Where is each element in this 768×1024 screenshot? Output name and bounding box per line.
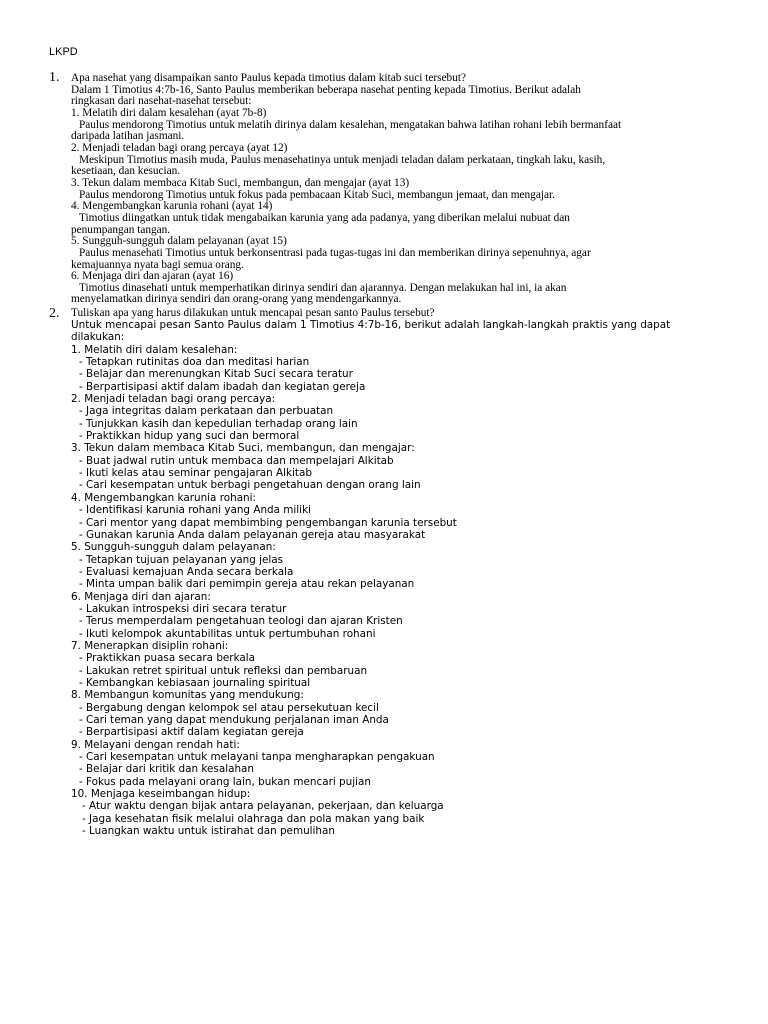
text-line: - Praktikkan puasa secara berkala bbox=[79, 652, 256, 665]
question-number: 1. bbox=[49, 70, 60, 85]
text-line: Apa nasehat yang disampaikan santo Paulus kepada timotius dalam kitab suci tersebut? bbox=[71, 72, 466, 84]
text-line: - Luangkan waktu untuk istirahat dan pemulihan bbox=[82, 825, 335, 838]
text-line: - Bergabung dengan kelompok sel atau persekutuan kecil bbox=[79, 701, 379, 714]
text-line: Timotius dinasehati untuk memperhatikan dirinya sendiri dan ajarannya. Dengan melakukan hal ini, ia akan bbox=[79, 281, 567, 294]
text-line: 6. Menjaga diri dan ajaran (ayat 16) bbox=[71, 270, 234, 283]
text-line: - Berpartisipasi aktif dalam ibadah dan kegiatan gereja bbox=[79, 380, 366, 393]
text-line: 9. Melayani dengan rendah hati: bbox=[71, 738, 240, 751]
text-line: - Cari mentor yang dapat membimbing pengembangan karunia tersebut bbox=[79, 516, 457, 529]
text-line: kemajuannya nyata bagi semua orang. bbox=[71, 258, 244, 271]
text-line: Timotius diingatkan untuk tidak mengabaikan karunia yang ada padanya, yang diberikan melalui nubuat dan bbox=[79, 211, 570, 224]
text-line: - Ikuti kelompok akuntabilitas untuk pertumbuhan rohani bbox=[79, 627, 376, 640]
text-line: - Cari kesempatan untuk berbagi pengetahuan dengan orang lain bbox=[79, 479, 421, 492]
question-1-block bbox=[71, 73, 721, 306]
text-line: Paulus mendorong Timotius untuk fokus pada pembacaan Kitab Suci, membangun jemaat, dan mengajar. bbox=[79, 188, 555, 201]
text-line: - Minta umpan balik dari pemimpin gereja atau rekan pelayanan bbox=[79, 578, 415, 591]
text-line: 3. Tekun dalam membaca Kitab Suci, membangun, dan mengajar (ayat 13) bbox=[71, 176, 410, 189]
text-line: 7. Menerapkan disiplin rohani: bbox=[71, 639, 229, 652]
text-line: penumpangan tangan. bbox=[71, 223, 171, 236]
text-line: Paulus menasehati Timotius untuk berkonsentrasi pada tugas-tugas ini dan memberikan dirinya sepenuhnya, agar bbox=[79, 246, 591, 259]
text-line: 4. Mengembangkan karunia rohani: bbox=[71, 491, 257, 504]
text-line: - Belajar dan merenungkan Kitab Suci secara teratur bbox=[79, 368, 353, 381]
text-line: 1. Melatih diri dalam kesalehan: bbox=[71, 343, 238, 356]
text-line: - Berpartisipasi aktif dalam kegiatan gereja bbox=[79, 726, 304, 739]
text-line: - Belajar dari kritik dan kesalahan bbox=[79, 763, 255, 776]
text-line: 3. Tekun dalam membaca Kitab Suci, membangun, dan mengajar: bbox=[71, 442, 415, 455]
text-line: Meskipun Timotius masih muda, Paulus menasehatinya untuk menjadi teladan dalam perkataan, tingkah laku, kasih, bbox=[79, 153, 606, 166]
text-line: - Lakukan retret spiritual untuk refleksi dan pembaruan bbox=[79, 664, 368, 677]
text-line: menyelamatkan dirinya sendiri dan orang-orang yang mendengarkannya. bbox=[71, 293, 402, 306]
text-line: 6. Menjaga diri dan ajaran: bbox=[71, 590, 211, 603]
text-line: - Ikuti kelas atau seminar pengajaran Alkitab bbox=[79, 467, 312, 480]
text-line: - Jaga kesehatan fisik melalui olahraga dan pola makan yang baik bbox=[82, 812, 425, 825]
text-line: - Fokus pada melayani orang lain, bukan mencari pujian bbox=[79, 775, 371, 788]
text-line: - Gunakan karunia Anda dalam pelayanan gereja atau masyarakat bbox=[79, 528, 426, 541]
text-line: - Evaluasi kemajuan Anda secara berkala bbox=[79, 565, 294, 578]
text-line: - Tetapkan rutinitas doa dan meditasi harian bbox=[79, 356, 310, 369]
text-line: - Cari kesempatan untuk melayani tanpa mengharapkan pengakuan bbox=[79, 751, 435, 764]
text-line: Dalam 1 Timotius 4:7b-16, Santo Paulus memberikan beberapa nasehat penting kepada Timotius. Berikut adalah bbox=[71, 83, 581, 96]
text-line: 2. Menjadi teladan bagi orang percaya (ayat 12) bbox=[71, 141, 288, 154]
text-line: Paulus mendorong Timotius untuk melatih dirinya dalam kesalehan, mengatakan bahwa latihan rohani lebih bermanfaat bbox=[79, 118, 622, 131]
text-line: - Atur waktu dengan bijak antara pelayanan, pekerjaan, dan keluarga bbox=[82, 800, 444, 813]
text-line: 4. Mengembangkan karunia rohani (ayat 14) bbox=[71, 200, 273, 213]
text-line: - Jaga integritas dalam perkataan dan perbuatan bbox=[79, 405, 334, 418]
question-text: Tuliskan apa yang harus dilakukan untuk mencapai pesan santo Paulus tersebut? bbox=[71, 307, 435, 319]
text-line: 5. Sungguh-sungguh dalam pelayanan: bbox=[71, 541, 276, 554]
text-line: 10. Menjaga keseimbangan hidup: bbox=[71, 788, 251, 801]
text-line: dilakukan: bbox=[71, 331, 125, 344]
text-line: 8. Membangun komunitas yang mendukung: bbox=[71, 689, 304, 702]
question-number: 2. bbox=[49, 306, 60, 321]
text-line: - Buat jadwal rutin untuk membaca dan mempelajari Alkitab bbox=[79, 454, 394, 467]
text-line: daripada latihan jasmani. bbox=[71, 130, 185, 143]
text-line: 2. Menjadi teladan bagi orang percaya: bbox=[71, 393, 276, 406]
text-line: - Lakukan introspeksi diri secara teratur bbox=[79, 602, 287, 615]
text-line: 1. Melatih diri dalam kesalehan (ayat 7b-8) bbox=[71, 106, 267, 119]
text-line: - Terus memperdalam pengetahuan teologi dan ajaran Kristen bbox=[79, 615, 403, 628]
text-line: 5. Sungguh-sungguh dalam pelayanan (ayat 15) bbox=[71, 235, 287, 248]
text-line: ringkasan dari nasehat-nasehat tersebut: bbox=[71, 95, 252, 108]
text-line: - Praktikkan hidup yang suci dan bermoral bbox=[79, 430, 300, 443]
text-line: - Cari teman yang dapat mendukung perjalanan iman Anda bbox=[79, 714, 389, 726]
text-line: - Tunjukkan kasih dan kepedulian terhadap orang lain bbox=[79, 417, 358, 430]
text-line: Untuk mencapai pesan Santo Paulus dalam 1 Timotius 4:7b-16, berikut adalah langkah-langkah praktis yang dapat bbox=[71, 319, 671, 331]
text-line: kesetiaan, dan kesucian. bbox=[71, 165, 181, 178]
text-line: - Tetapkan tujuan pelayanan yang jelas bbox=[79, 553, 284, 566]
question-2-answer bbox=[71, 319, 721, 837]
text-line: - Kembangkan kebiasaan journaling spiritual bbox=[79, 676, 311, 689]
text-line: - Identifikasi karunia rohani yang Anda miliki bbox=[79, 504, 311, 517]
question-2-prompt bbox=[71, 308, 721, 320]
page-title: LKPD bbox=[49, 46, 78, 58]
